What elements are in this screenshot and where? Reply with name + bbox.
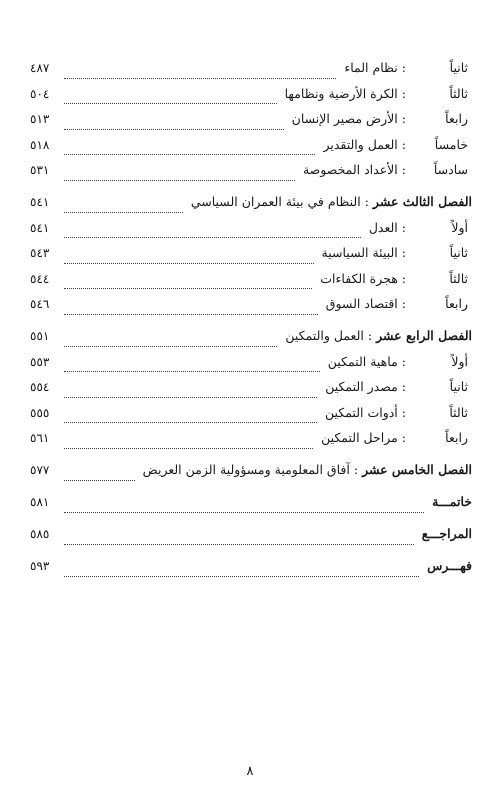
- entry-page-number: ٥٧٧: [30, 462, 50, 477]
- toc-entry: [30, 219, 472, 248]
- page-footer-number: ٨: [246, 764, 254, 779]
- entry-title: النظام في بيئة العمران السياسي: [190, 193, 361, 209]
- entry-page-number: ٥٥٣: [30, 354, 50, 369]
- entry-separator: :: [367, 327, 373, 343]
- entry-label: أولاً: [451, 219, 468, 235]
- entry-title: الأرض مصير الإنسان: [291, 111, 398, 126]
- dot-leader: [64, 313, 318, 315]
- dot-leader: [64, 575, 419, 577]
- entry-separator: :: [401, 353, 406, 369]
- entry-page-number: ٤٨٧: [30, 61, 50, 75]
- entry-page-number: ٥١٣: [30, 112, 50, 126]
- entry-page-number: ٥٤١: [30, 220, 50, 235]
- entry-separator: :: [401, 404, 406, 420]
- entry-title: آفاق المعلومية ومسؤولية الزمن العريض: [142, 461, 350, 477]
- dot-leader: [64, 102, 277, 104]
- toc-entry: [30, 404, 472, 433]
- entry-label: رابعاً: [445, 111, 468, 126]
- dot-leader: [64, 421, 317, 423]
- entry-separator: :: [401, 162, 406, 177]
- dot-leader: [64, 479, 135, 481]
- entry-title: الكرة الأرضية ونظامها: [284, 85, 398, 101]
- entry-title: العمل والتقدير: [323, 136, 398, 152]
- dot-leader: [64, 236, 361, 238]
- entry-label: رابعاً: [445, 430, 468, 445]
- entry-separator: :: [401, 430, 406, 445]
- entry-title: مراحل التمكين: [321, 430, 398, 445]
- entry-label: رابعاً: [445, 296, 468, 311]
- entry-label: ثالثاً: [449, 85, 468, 101]
- toc-entry: [30, 85, 472, 114]
- entry-separator: :: [364, 193, 369, 209]
- entry-label: ثانياً: [449, 379, 468, 394]
- toc-major-entry: [30, 525, 472, 554]
- entry-separator: :: [401, 296, 406, 311]
- toc-entry: [30, 247, 472, 273]
- entry-page-number: ٥٥١: [30, 328, 50, 343]
- dot-leader: [64, 396, 317, 398]
- dot-leader: [64, 262, 314, 264]
- entry-separator: :: [401, 270, 406, 286]
- toc-major-entry: [30, 493, 472, 522]
- dot-leader: [64, 128, 284, 130]
- entry-title: العدل: [368, 219, 398, 235]
- entry-page-number: ٥٦١: [30, 431, 50, 445]
- entry-label: ثانياً: [449, 60, 468, 75]
- chapter-label: الفصل الثالث عشر: [372, 193, 472, 209]
- dot-leader: [64, 287, 312, 289]
- toc-chapter-entry: [30, 461, 472, 490]
- dot-leader: [64, 370, 320, 372]
- entry-title: الأعداد المخصوصة: [302, 162, 398, 177]
- entry-title: هجرة الكفاءات: [320, 270, 398, 286]
- entry-label: خامساً: [434, 136, 468, 152]
- toc-major-entry: [30, 557, 472, 586]
- toc-entry: [30, 353, 472, 382]
- toc-entry: [30, 62, 472, 88]
- toc-entry: [30, 136, 472, 165]
- major-label: فهـــرس: [427, 557, 472, 573]
- entry-separator: :: [401, 85, 406, 101]
- dot-leader: [64, 179, 295, 181]
- chapter-label: الفصل الخامس عشر: [362, 461, 472, 477]
- entry-page-number: ٥٣١: [30, 163, 50, 177]
- entry-page-number: ٥٥٤: [30, 380, 50, 394]
- dot-leader: [64, 345, 277, 347]
- entry-title: العمل والتمكين: [285, 327, 364, 343]
- toc-entry: [30, 298, 472, 324]
- dot-leader: [64, 77, 336, 79]
- entry-separator: :: [401, 136, 406, 152]
- entry-label: ثانياً: [449, 245, 468, 260]
- entry-separator: :: [401, 245, 406, 260]
- entry-title: البيئة السياسية: [321, 245, 398, 260]
- toc-entry: [30, 381, 472, 407]
- toc-entry: [30, 113, 472, 139]
- entry-page-number: ٥٨٥: [30, 526, 50, 541]
- entry-page-number: ٥٤٦: [30, 297, 50, 311]
- entry-label: ثالثاً: [449, 270, 468, 286]
- entry-page-number: ٥٠٤: [30, 86, 50, 101]
- entry-title: ماهية التمكين: [327, 353, 398, 369]
- dot-leader: [64, 447, 313, 449]
- dot-leader: [64, 511, 424, 513]
- dot-leader: [64, 153, 315, 155]
- entry-page-number: ٥٩٣: [30, 558, 50, 573]
- entry-title: نظام الماء: [344, 60, 398, 75]
- entry-page-number: ٥٥٥: [30, 405, 50, 420]
- dot-leader: [64, 543, 414, 545]
- toc-chapter-entry: [30, 327, 472, 356]
- entry-label: ثالثاً: [449, 404, 468, 420]
- entry-title: أدوات التمكين: [325, 404, 398, 420]
- entry-page-number: ٥٤٤: [30, 271, 50, 286]
- dot-leader: [64, 211, 183, 213]
- toc-entry: [30, 164, 472, 190]
- entry-separator: :: [353, 461, 359, 477]
- entry-page-number: ٥٤١: [30, 194, 50, 209]
- entry-page-number: ٥٨١: [30, 494, 50, 509]
- chapter-label: الفصل الرابع عشر: [376, 327, 472, 343]
- toc-entry: [30, 432, 472, 458]
- entry-label: سادساً: [433, 162, 468, 177]
- toc-entry: [30, 270, 472, 299]
- entry-separator: :: [401, 219, 406, 235]
- entry-page-number: ٥١٨: [30, 137, 50, 152]
- entry-title: مصدر التمكين: [325, 379, 398, 394]
- entry-page-number: ٥٤٣: [30, 246, 50, 260]
- major-label: المراجـــع: [421, 525, 472, 541]
- toc-chapter-entry: [30, 193, 472, 222]
- entry-title: اقتصاد السوق: [325, 296, 398, 311]
- entry-separator: :: [401, 379, 406, 394]
- major-label: خاتمـــة: [432, 493, 472, 509]
- table-of-contents: [30, 62, 472, 586]
- entry-label: أولاً: [451, 353, 468, 369]
- entry-separator: :: [401, 60, 406, 75]
- entry-separator: :: [401, 111, 406, 126]
